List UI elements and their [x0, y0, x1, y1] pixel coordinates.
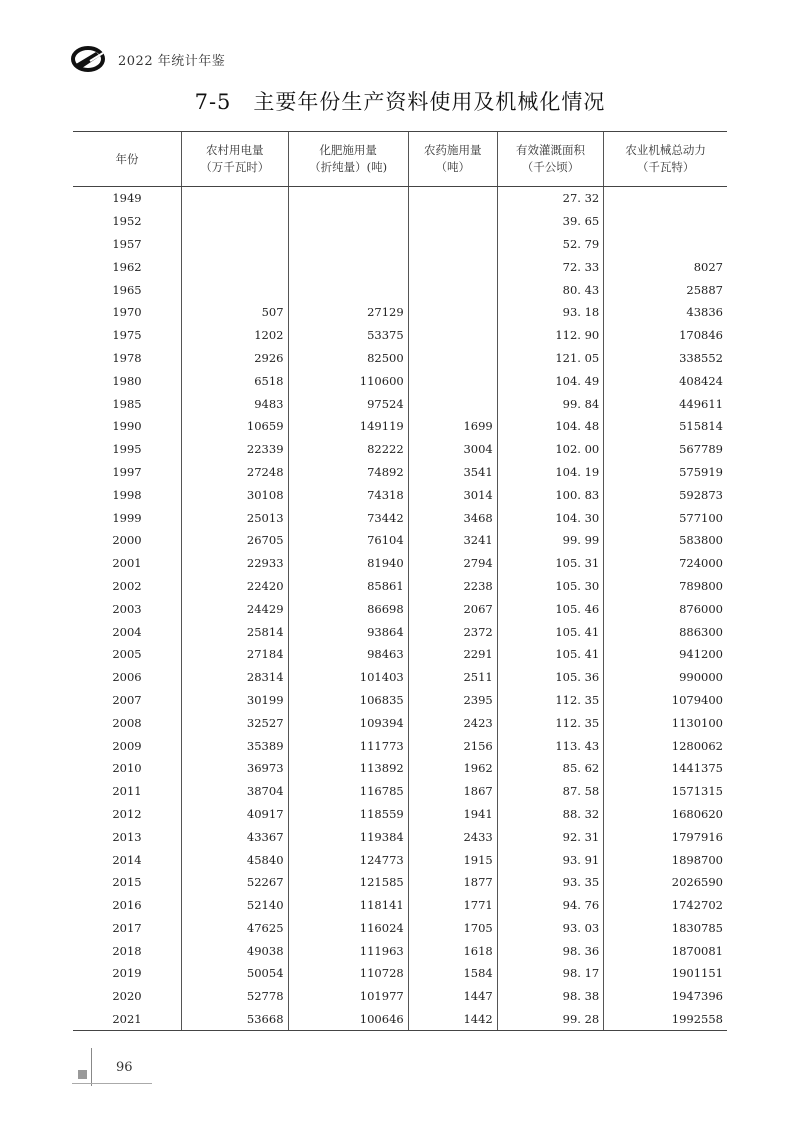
value-cell [408, 392, 497, 415]
year-cell: 2005 [112, 647, 142, 662]
value-cell: 43367 [182, 825, 289, 848]
value-cell: 47625 [182, 917, 289, 940]
table-row [73, 575, 727, 598]
value-cell: 100. 83 [497, 483, 604, 506]
year-cell: 2019 [112, 966, 142, 981]
value-cell: 102. 00 [497, 438, 604, 461]
year-cell: 1990 [112, 419, 142, 434]
value-cell: 40917 [182, 803, 289, 826]
table-row [73, 369, 727, 392]
table-row [73, 461, 727, 484]
table-row [73, 187, 727, 210]
value-cell: 941200 [604, 643, 727, 666]
value-cell: 1442 [408, 1008, 497, 1031]
value-cell: 25887 [604, 278, 727, 301]
value-cell [408, 324, 497, 347]
value-cell: 74318 [288, 483, 408, 506]
value-cell: 2794 [408, 552, 497, 575]
value-cell: 3241 [408, 529, 497, 552]
year-cell: 2015 [112, 875, 142, 890]
year-cell: 2016 [112, 898, 142, 913]
table-row [73, 689, 727, 712]
value-cell: 338552 [604, 347, 727, 370]
value-cell: 575919 [604, 461, 727, 484]
value-cell: 6518 [182, 369, 289, 392]
value-cell: 105. 31 [497, 552, 604, 575]
value-cell: 22420 [182, 575, 289, 598]
table-row [73, 210, 727, 233]
value-cell [604, 233, 727, 256]
value-cell: 28314 [182, 666, 289, 689]
value-cell [288, 210, 408, 233]
value-cell: 1992558 [604, 1008, 727, 1031]
year-cell: 2020 [112, 989, 142, 1004]
value-cell: 118141 [288, 894, 408, 917]
page-number: 96 [116, 1060, 133, 1075]
value-cell: 93. 03 [497, 917, 604, 940]
value-cell: 592873 [604, 483, 727, 506]
value-cell: 886300 [604, 620, 727, 643]
value-cell: 3541 [408, 461, 497, 484]
value-cell: 1584 [408, 962, 497, 985]
value-cell: 1202 [182, 324, 289, 347]
value-cell: 121585 [288, 871, 408, 894]
value-cell: 112. 90 [497, 324, 604, 347]
value-cell: 25814 [182, 620, 289, 643]
value-cell: 92. 31 [497, 825, 604, 848]
value-cell: 52267 [182, 871, 289, 894]
value-cell: 93. 35 [497, 871, 604, 894]
year-cell: 2021 [73, 1008, 182, 1031]
year-cell: 1995 [112, 442, 142, 457]
value-cell: 2291 [408, 643, 497, 666]
value-cell: 2926 [182, 347, 289, 370]
value-cell: 110600 [288, 369, 408, 392]
value-cell: 3468 [408, 506, 497, 529]
table-row [73, 438, 727, 461]
column-header [288, 132, 408, 187]
year-cell: 2009 [112, 738, 142, 753]
value-cell: 30199 [182, 689, 289, 712]
column-header-unit: （千公顷） [521, 160, 580, 174]
year-cell: 2010 [112, 761, 142, 776]
value-cell: 72. 33 [497, 255, 604, 278]
value-cell: 1447 [408, 985, 497, 1008]
value-cell: 1870081 [604, 939, 727, 962]
value-cell: 149119 [288, 415, 408, 438]
year-cell: 1957 [112, 236, 142, 251]
value-cell: 82222 [288, 438, 408, 461]
value-cell: 1962 [408, 757, 497, 780]
value-cell: 43836 [604, 301, 727, 324]
column-header [73, 132, 182, 187]
value-cell: 26705 [182, 529, 289, 552]
value-cell: 93864 [288, 620, 408, 643]
table-row [73, 483, 727, 506]
table-row [73, 643, 727, 666]
table-row [73, 803, 727, 826]
value-cell: 36973 [182, 757, 289, 780]
value-cell: 2156 [408, 734, 497, 757]
column-header [182, 132, 289, 187]
table-title [0, 86, 800, 116]
column-header [408, 132, 497, 187]
year-cell: 2001 [112, 556, 142, 571]
value-cell [408, 369, 497, 392]
value-cell: 408424 [604, 369, 727, 392]
year-cell: 2003 [112, 601, 142, 616]
value-cell: 93. 91 [497, 848, 604, 871]
value-cell: 515814 [604, 415, 727, 438]
value-cell: 1618 [408, 939, 497, 962]
table-row [73, 233, 727, 256]
value-cell: 449611 [604, 392, 727, 415]
value-cell: 94. 76 [497, 894, 604, 917]
value-cell: 30108 [182, 483, 289, 506]
value-cell: 111963 [288, 939, 408, 962]
value-cell: 112. 35 [497, 711, 604, 734]
table-body [73, 187, 727, 1031]
year-cell: 1997 [112, 464, 142, 479]
value-cell: 74892 [288, 461, 408, 484]
value-cell: 50054 [182, 962, 289, 985]
table-row [73, 278, 727, 301]
value-cell: 98. 17 [497, 962, 604, 985]
table-row [73, 506, 727, 529]
year-cell: 2011 [112, 784, 142, 799]
value-cell: 8027 [604, 255, 727, 278]
value-cell: 25013 [182, 506, 289, 529]
value-cell: 105. 30 [497, 575, 604, 598]
year-cell: 1985 [112, 396, 142, 411]
column-header-label: 化肥施用量 [319, 143, 377, 157]
value-cell: 876000 [604, 597, 727, 620]
value-cell: 3004 [408, 438, 497, 461]
value-cell: 27184 [182, 643, 289, 666]
value-cell: 2372 [408, 620, 497, 643]
footer-divider-horizontal [72, 1083, 152, 1084]
value-cell: 1742702 [604, 894, 727, 917]
value-cell: 1280062 [604, 734, 727, 757]
table-row [73, 1008, 727, 1031]
value-cell: 124773 [288, 848, 408, 871]
value-cell: 577100 [604, 506, 727, 529]
value-cell: 116024 [288, 917, 408, 940]
value-cell: 119384 [288, 825, 408, 848]
value-cell: 170846 [604, 324, 727, 347]
footer-divider-vertical [91, 1048, 92, 1086]
table-row [73, 894, 727, 917]
table-row [73, 757, 727, 780]
value-cell: 38704 [182, 780, 289, 803]
year-cell: 2006 [112, 670, 142, 685]
value-cell: 1771 [408, 894, 497, 917]
value-cell [408, 210, 497, 233]
year-cell: 2017 [112, 920, 142, 935]
value-cell: 99. 99 [497, 529, 604, 552]
value-cell: 1867 [408, 780, 497, 803]
value-cell: 567789 [604, 438, 727, 461]
value-cell: 35389 [182, 734, 289, 757]
value-cell [182, 233, 289, 256]
value-cell: 1705 [408, 917, 497, 940]
table-row [73, 917, 727, 940]
column-header [604, 132, 727, 187]
value-cell: 1830785 [604, 917, 727, 940]
value-cell: 1699 [408, 415, 497, 438]
column-header-unit: （吨） [435, 160, 470, 174]
value-cell: 10659 [182, 415, 289, 438]
year-cell: 1952 [112, 214, 142, 229]
year-cell: 1965 [112, 282, 142, 297]
value-cell: 118559 [288, 803, 408, 826]
column-header-unit: （万千瓦时） [200, 160, 270, 174]
year-cell: 2008 [112, 715, 142, 730]
year-cell: 1999 [112, 510, 142, 525]
value-cell: 583800 [604, 529, 727, 552]
year-cell: 2002 [112, 578, 142, 593]
value-cell: 507 [182, 301, 289, 324]
value-cell: 98. 38 [497, 985, 604, 1008]
value-cell: 39. 65 [497, 210, 604, 233]
value-cell: 1680620 [604, 803, 727, 826]
value-cell: 99. 84 [497, 392, 604, 415]
value-cell: 111773 [288, 734, 408, 757]
value-cell [182, 210, 289, 233]
value-cell: 724000 [604, 552, 727, 575]
value-cell: 121. 05 [497, 347, 604, 370]
value-cell: 80. 43 [497, 278, 604, 301]
value-cell: 109394 [288, 711, 408, 734]
table-row [73, 392, 727, 415]
value-cell: 110728 [288, 962, 408, 985]
year-cell: 2004 [112, 624, 142, 639]
value-cell: 101403 [288, 666, 408, 689]
value-cell: 2026590 [604, 871, 727, 894]
value-cell: 99. 28 [497, 1008, 604, 1031]
yearbook-logo-icon [70, 44, 106, 74]
value-cell: 86698 [288, 597, 408, 620]
value-cell: 1901151 [604, 962, 727, 985]
value-cell: 104. 19 [497, 461, 604, 484]
table-row [73, 871, 727, 894]
table-row [73, 301, 727, 324]
value-cell: 73442 [288, 506, 408, 529]
year-cell: 1998 [112, 487, 142, 502]
value-cell: 45840 [182, 848, 289, 871]
footer-square-icon [78, 1070, 87, 1079]
value-cell [408, 255, 497, 278]
value-cell: 990000 [604, 666, 727, 689]
year-cell: 2000 [112, 533, 142, 548]
value-cell [288, 187, 408, 210]
value-cell: 24429 [182, 597, 289, 620]
value-cell: 87. 58 [497, 780, 604, 803]
value-cell: 85861 [288, 575, 408, 598]
value-cell: 2423 [408, 711, 497, 734]
book-title: 2022 年统计年鉴 [118, 53, 226, 69]
value-cell: 113. 43 [497, 734, 604, 757]
value-cell: 32527 [182, 711, 289, 734]
value-cell: 1079400 [604, 689, 727, 712]
value-cell [182, 278, 289, 301]
value-cell: 22933 [182, 552, 289, 575]
value-cell: 104. 30 [497, 506, 604, 529]
table-header-row [73, 132, 727, 187]
column-header-label: 农业机械总动力 [625, 143, 706, 157]
value-cell: 82500 [288, 347, 408, 370]
table-row [73, 255, 727, 278]
value-cell: 1130100 [604, 711, 727, 734]
value-cell: 105. 41 [497, 643, 604, 666]
value-cell: 97524 [288, 392, 408, 415]
value-cell: 85. 62 [497, 757, 604, 780]
value-cell: 1947396 [604, 985, 727, 1008]
table-row [73, 939, 727, 962]
value-cell: 2511 [408, 666, 497, 689]
value-cell [604, 210, 727, 233]
value-cell: 98463 [288, 643, 408, 666]
column-header-label: 农村用电量 [206, 143, 264, 157]
table-row [73, 415, 727, 438]
value-cell: 1915 [408, 848, 497, 871]
table-row [73, 962, 727, 985]
value-cell: 2433 [408, 825, 497, 848]
table-number: 7-5 [194, 90, 232, 114]
column-header-label: 年份 [115, 151, 139, 166]
value-cell [408, 278, 497, 301]
value-cell [604, 187, 727, 210]
table-row [73, 666, 727, 689]
year-cell: 2007 [112, 692, 142, 707]
value-cell: 9483 [182, 392, 289, 415]
table-row [73, 985, 727, 1008]
value-cell: 53375 [288, 324, 408, 347]
data-table [73, 131, 727, 1031]
value-cell [182, 187, 289, 210]
value-cell: 116785 [288, 780, 408, 803]
value-cell: 100646 [288, 1008, 408, 1031]
table-row [73, 734, 727, 757]
value-cell [408, 233, 497, 256]
table-row [73, 711, 727, 734]
value-cell [408, 301, 497, 324]
year-cell: 1978 [112, 350, 142, 365]
value-cell: 113892 [288, 757, 408, 780]
table-title-text: 主要年份生产资料使用及机械化情况 [253, 90, 606, 114]
year-cell: 2013 [112, 829, 142, 844]
column-header [497, 132, 604, 187]
year-cell: 1970 [112, 305, 142, 320]
value-cell [288, 278, 408, 301]
year-cell: 1962 [112, 259, 142, 274]
value-cell: 105. 41 [497, 620, 604, 643]
value-cell: 52778 [182, 985, 289, 1008]
value-cell: 93. 18 [497, 301, 604, 324]
column-header-unit: （折纯量）(吨) [309, 160, 388, 174]
value-cell: 88. 32 [497, 803, 604, 826]
value-cell: 49038 [182, 939, 289, 962]
year-cell: 2012 [112, 806, 142, 821]
value-cell: 112. 35 [497, 689, 604, 712]
table-row [73, 529, 727, 552]
value-cell [288, 233, 408, 256]
value-cell: 105. 46 [497, 597, 604, 620]
column-header-label: 有效灌溉面积 [515, 143, 585, 157]
value-cell: 2395 [408, 689, 497, 712]
value-cell: 27248 [182, 461, 289, 484]
value-cell: 101977 [288, 985, 408, 1008]
value-cell: 106835 [288, 689, 408, 712]
value-cell: 105. 36 [497, 666, 604, 689]
column-header-unit: （千瓦特） [636, 160, 695, 174]
table-row [73, 347, 727, 370]
value-cell [408, 347, 497, 370]
value-cell: 3014 [408, 483, 497, 506]
value-cell: 1571315 [604, 780, 727, 803]
table-row [73, 597, 727, 620]
value-cell: 2238 [408, 575, 497, 598]
value-cell: 27. 32 [497, 187, 604, 210]
value-cell [408, 187, 497, 210]
value-cell: 1797916 [604, 825, 727, 848]
value-cell: 76104 [288, 529, 408, 552]
value-cell: 104. 48 [497, 415, 604, 438]
value-cell: 1898700 [604, 848, 727, 871]
value-cell [288, 255, 408, 278]
value-cell: 789800 [604, 575, 727, 598]
year-cell: 2018 [112, 943, 142, 958]
table-row [73, 620, 727, 643]
year-cell: 1980 [112, 373, 142, 388]
table-row [73, 324, 727, 347]
column-header-label: 农药施用量 [423, 143, 482, 157]
value-cell: 52140 [182, 894, 289, 917]
table-row [73, 825, 727, 848]
year-cell: 2014 [112, 852, 142, 867]
value-cell: 52. 79 [497, 233, 604, 256]
page-header [70, 44, 225, 74]
value-cell: 1441375 [604, 757, 727, 780]
table-row [73, 848, 727, 871]
value-cell: 104. 49 [497, 369, 604, 392]
value-cell [182, 255, 289, 278]
value-cell: 1941 [408, 803, 497, 826]
value-cell: 2067 [408, 597, 497, 620]
value-cell: 98. 36 [497, 939, 604, 962]
year-cell: 1975 [112, 328, 142, 343]
table-row [73, 780, 727, 803]
value-cell: 81940 [288, 552, 408, 575]
value-cell: 1877 [408, 871, 497, 894]
value-cell: 22339 [182, 438, 289, 461]
year-cell: 1949 [112, 191, 142, 206]
table-row [73, 552, 727, 575]
value-cell: 27129 [288, 301, 408, 324]
value-cell: 53668 [182, 1008, 289, 1031]
